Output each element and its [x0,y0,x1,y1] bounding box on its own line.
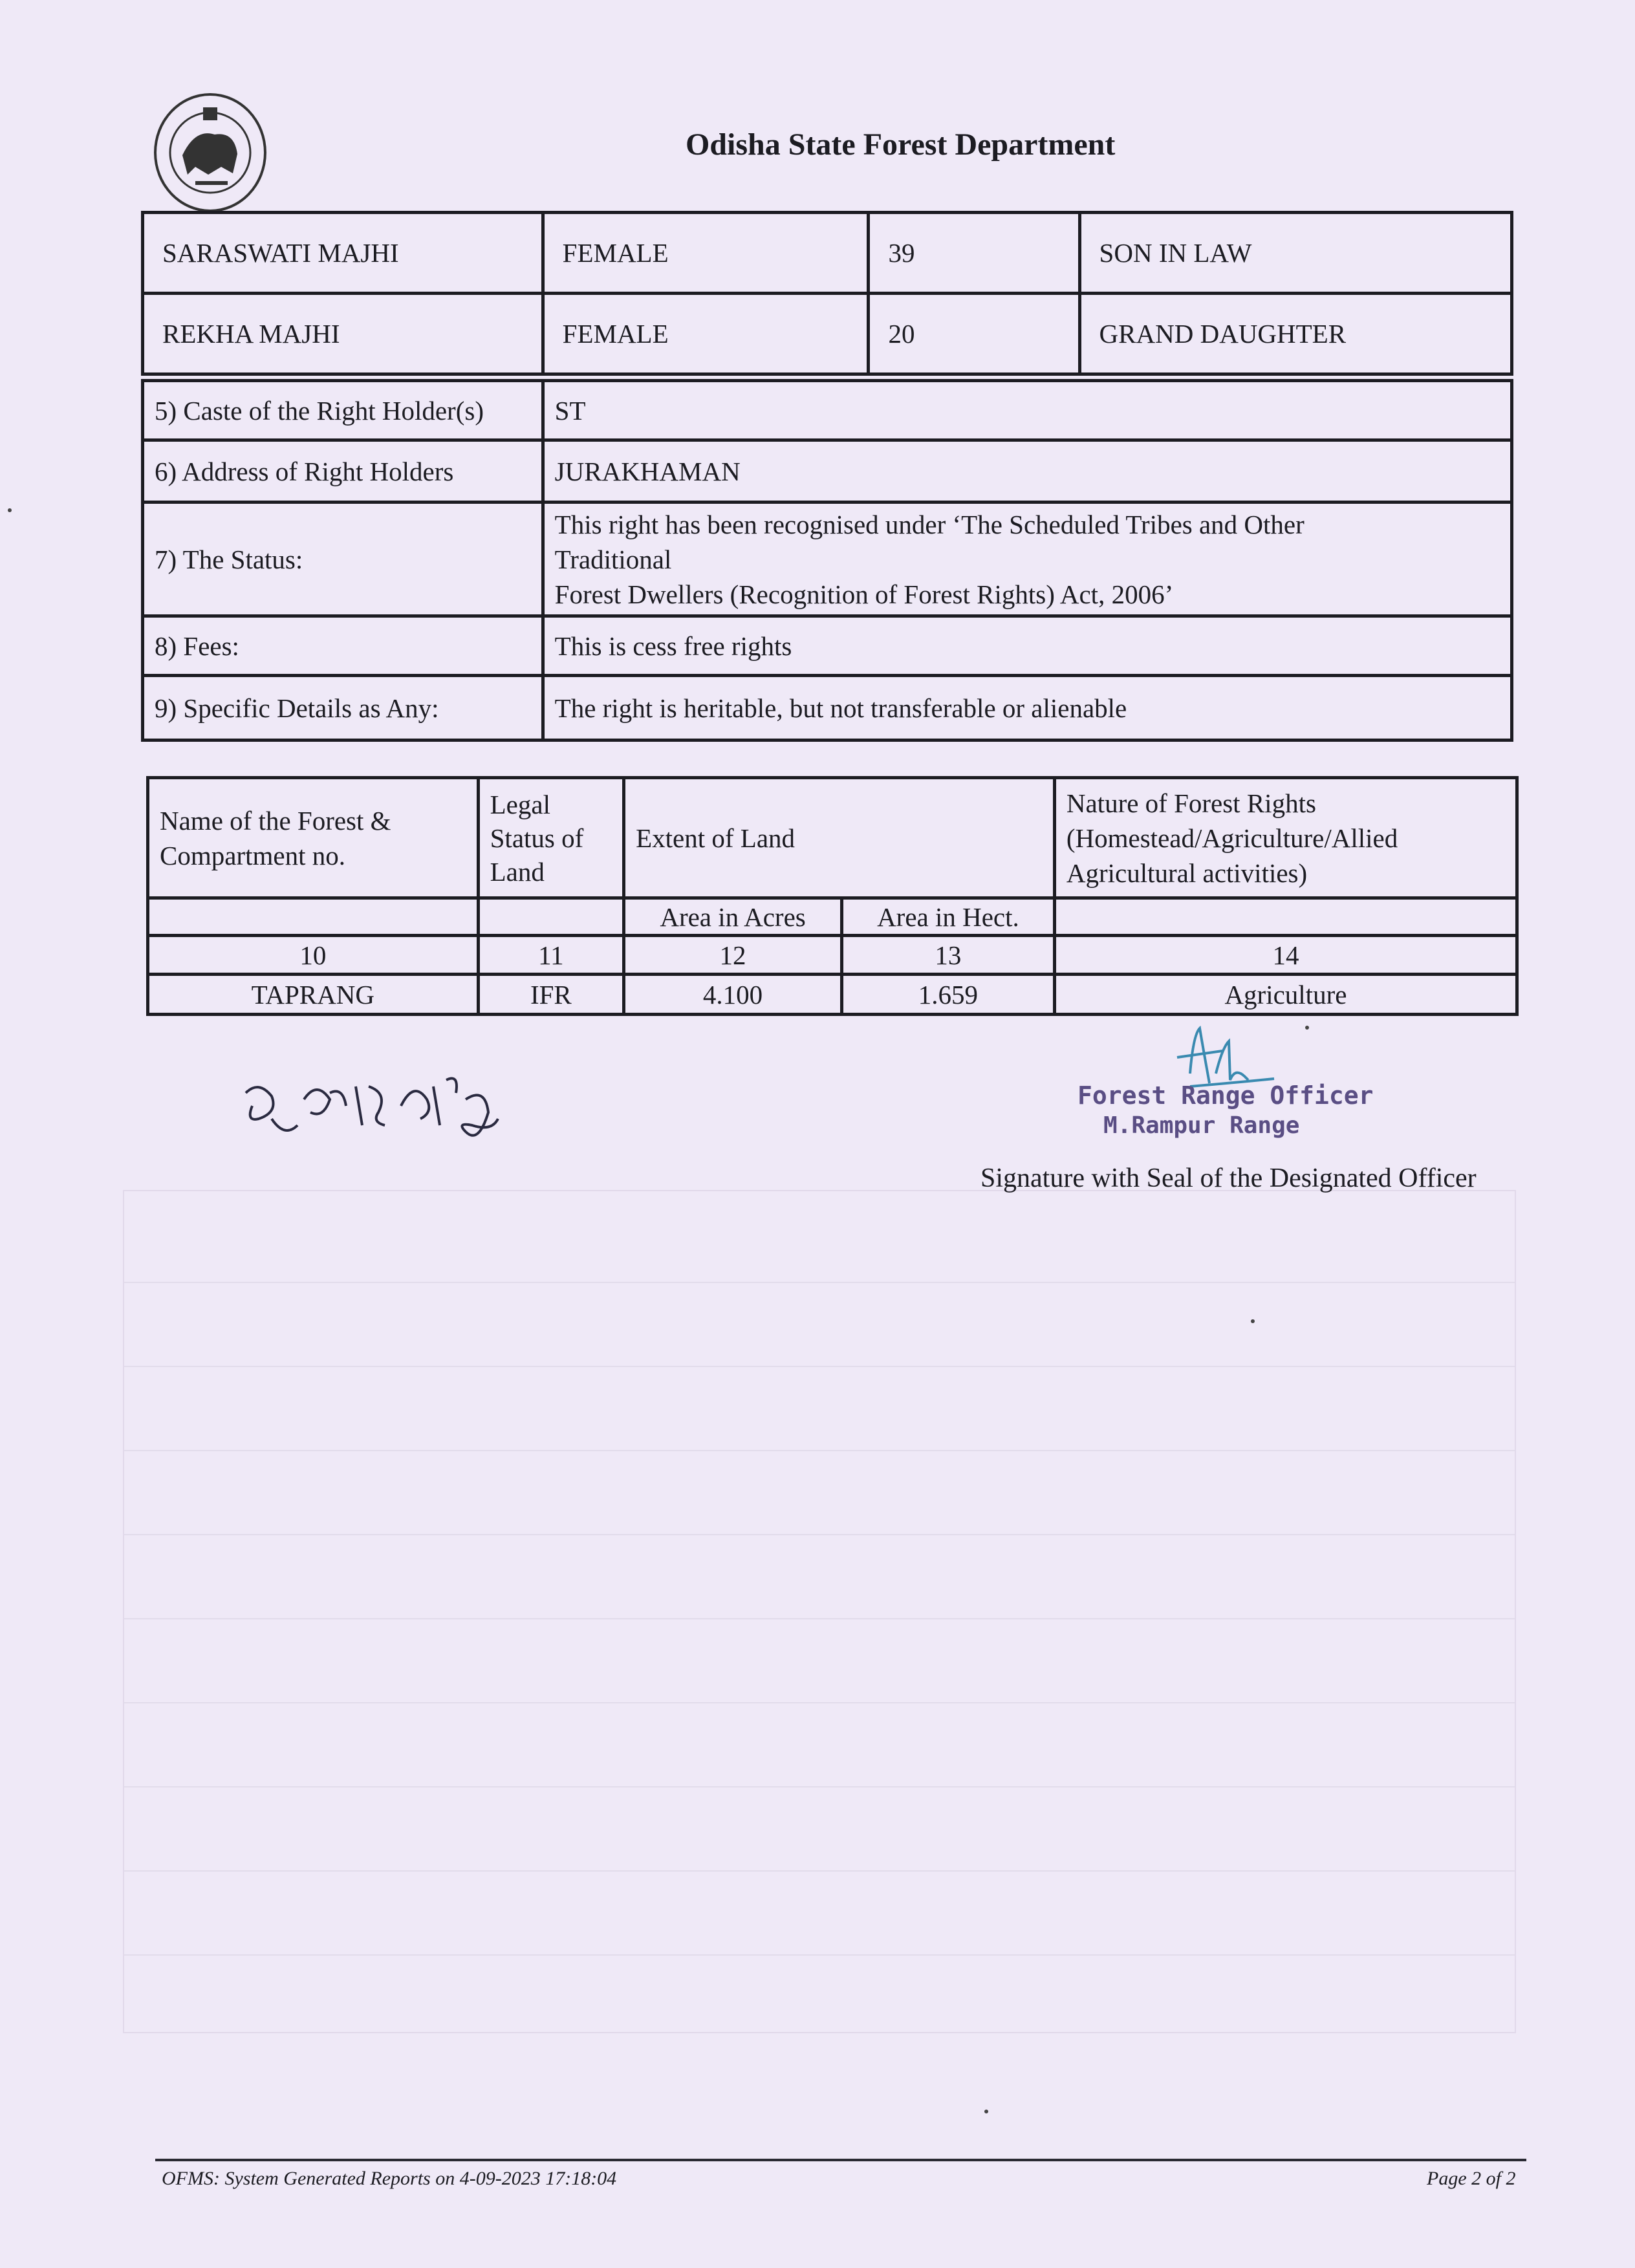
forest-name: TAPRANG [148,975,479,1015]
speck [984,2110,988,2113]
table-row [148,975,1517,1015]
family-members-table [141,211,1513,376]
status-line-3: Forest Dwellers (Recognition of Forest Rights) Act, 2006’ [554,579,1174,609]
page-number: Page 2 of 2 [1427,2168,1516,2189]
empty-cell [1054,898,1517,936]
area-hect: 1.659 [841,975,1054,1015]
column-number: 12 [624,936,842,975]
table-row [148,778,1517,898]
table-row [143,440,1512,502]
odisha-emblem-icon [154,93,266,212]
nature-header-line: (Homestead/Agriculture/Allied [1066,823,1398,853]
column-number: 11 [478,936,624,975]
member-gender: FEMALE [543,213,869,294]
table-row [143,676,1512,740]
empty-cell [148,898,479,936]
detail-value: This is cess free rights [543,616,1511,676]
nature-header [1054,778,1517,898]
officer-seal-range: M.Rampur Range [1103,1112,1300,1139]
detail-value: ST [543,381,1511,440]
table-row [143,616,1512,676]
right-details-table [141,379,1513,742]
detail-label: 8) Fees: [143,616,543,676]
speck [1251,1319,1255,1323]
legal-status-header-line: Status of [490,823,584,853]
detail-label: 9) Specific Details as Any: [143,676,543,740]
officer-seal-title: Forest Range Officer [1077,1081,1374,1110]
nature-of-right: Agriculture [1054,975,1517,1015]
right-holder-signature [233,1061,530,1164]
bleed-through-table [123,1190,1516,2033]
land-details-table [146,776,1519,1016]
status-line-2: Traditional [554,544,672,574]
page-title: Odisha State Forest Department [686,127,1116,162]
column-number: 13 [841,936,1054,975]
footer-generated-text: OFMS: System Generated Reports on 4-09-2023 17:18:04 [162,2168,617,2189]
table-row [143,213,1512,294]
table-row [143,294,1512,374]
nature-header-line: Nature of Forest Rights [1066,788,1316,818]
member-relation: SON IN LAW [1079,213,1511,294]
legal-status-header-line: Land [490,856,545,887]
table-row [143,381,1512,440]
table-row [143,502,1512,616]
table-row [148,898,1517,936]
member-age: 20 [869,294,1079,374]
extent-header: Extent of Land [624,778,1055,898]
column-number: 14 [1054,936,1517,975]
empty-cell [478,898,624,936]
member-gender: FEMALE [543,294,869,374]
detail-value: JURAKHAMAN [543,440,1511,502]
legal-status-header [478,778,624,898]
column-number: 10 [148,936,479,975]
member-age: 39 [869,213,1079,294]
legal-status-header-line: Legal [490,789,550,819]
detail-value: The right is heritable, but not transferable or alienable [543,676,1511,740]
detail-label: 5) Caste of the Right Holder(s) [143,381,543,440]
area-acres: 4.100 [624,975,842,1015]
signature-caption: Signature with Seal of the Designated Officer [980,1163,1477,1193]
footer-rule [155,2159,1526,2161]
member-name: SARASWATI MAJHI [143,213,543,294]
detail-value [543,502,1511,616]
forest-header: Name of the Forest & Compartment no. [148,778,479,898]
detail-label: 7) The Status: [143,502,543,616]
table-row [148,936,1517,975]
acres-header: Area in Acres [624,898,842,936]
speck [1305,1026,1309,1030]
detail-label: 6) Address of Right Holders [143,440,543,502]
nature-header-line: Agricultural activities) [1066,858,1308,888]
member-relation: GRAND DAUGHTER [1079,294,1511,374]
hect-header: Area in Hect. [841,898,1054,936]
status-line-1: This right has been recognised under ‘The Scheduled Tribes and Other [554,509,1305,539]
speck [8,508,12,512]
member-name: REKHA MAJHI [143,294,543,374]
legal-status: IFR [478,975,624,1015]
